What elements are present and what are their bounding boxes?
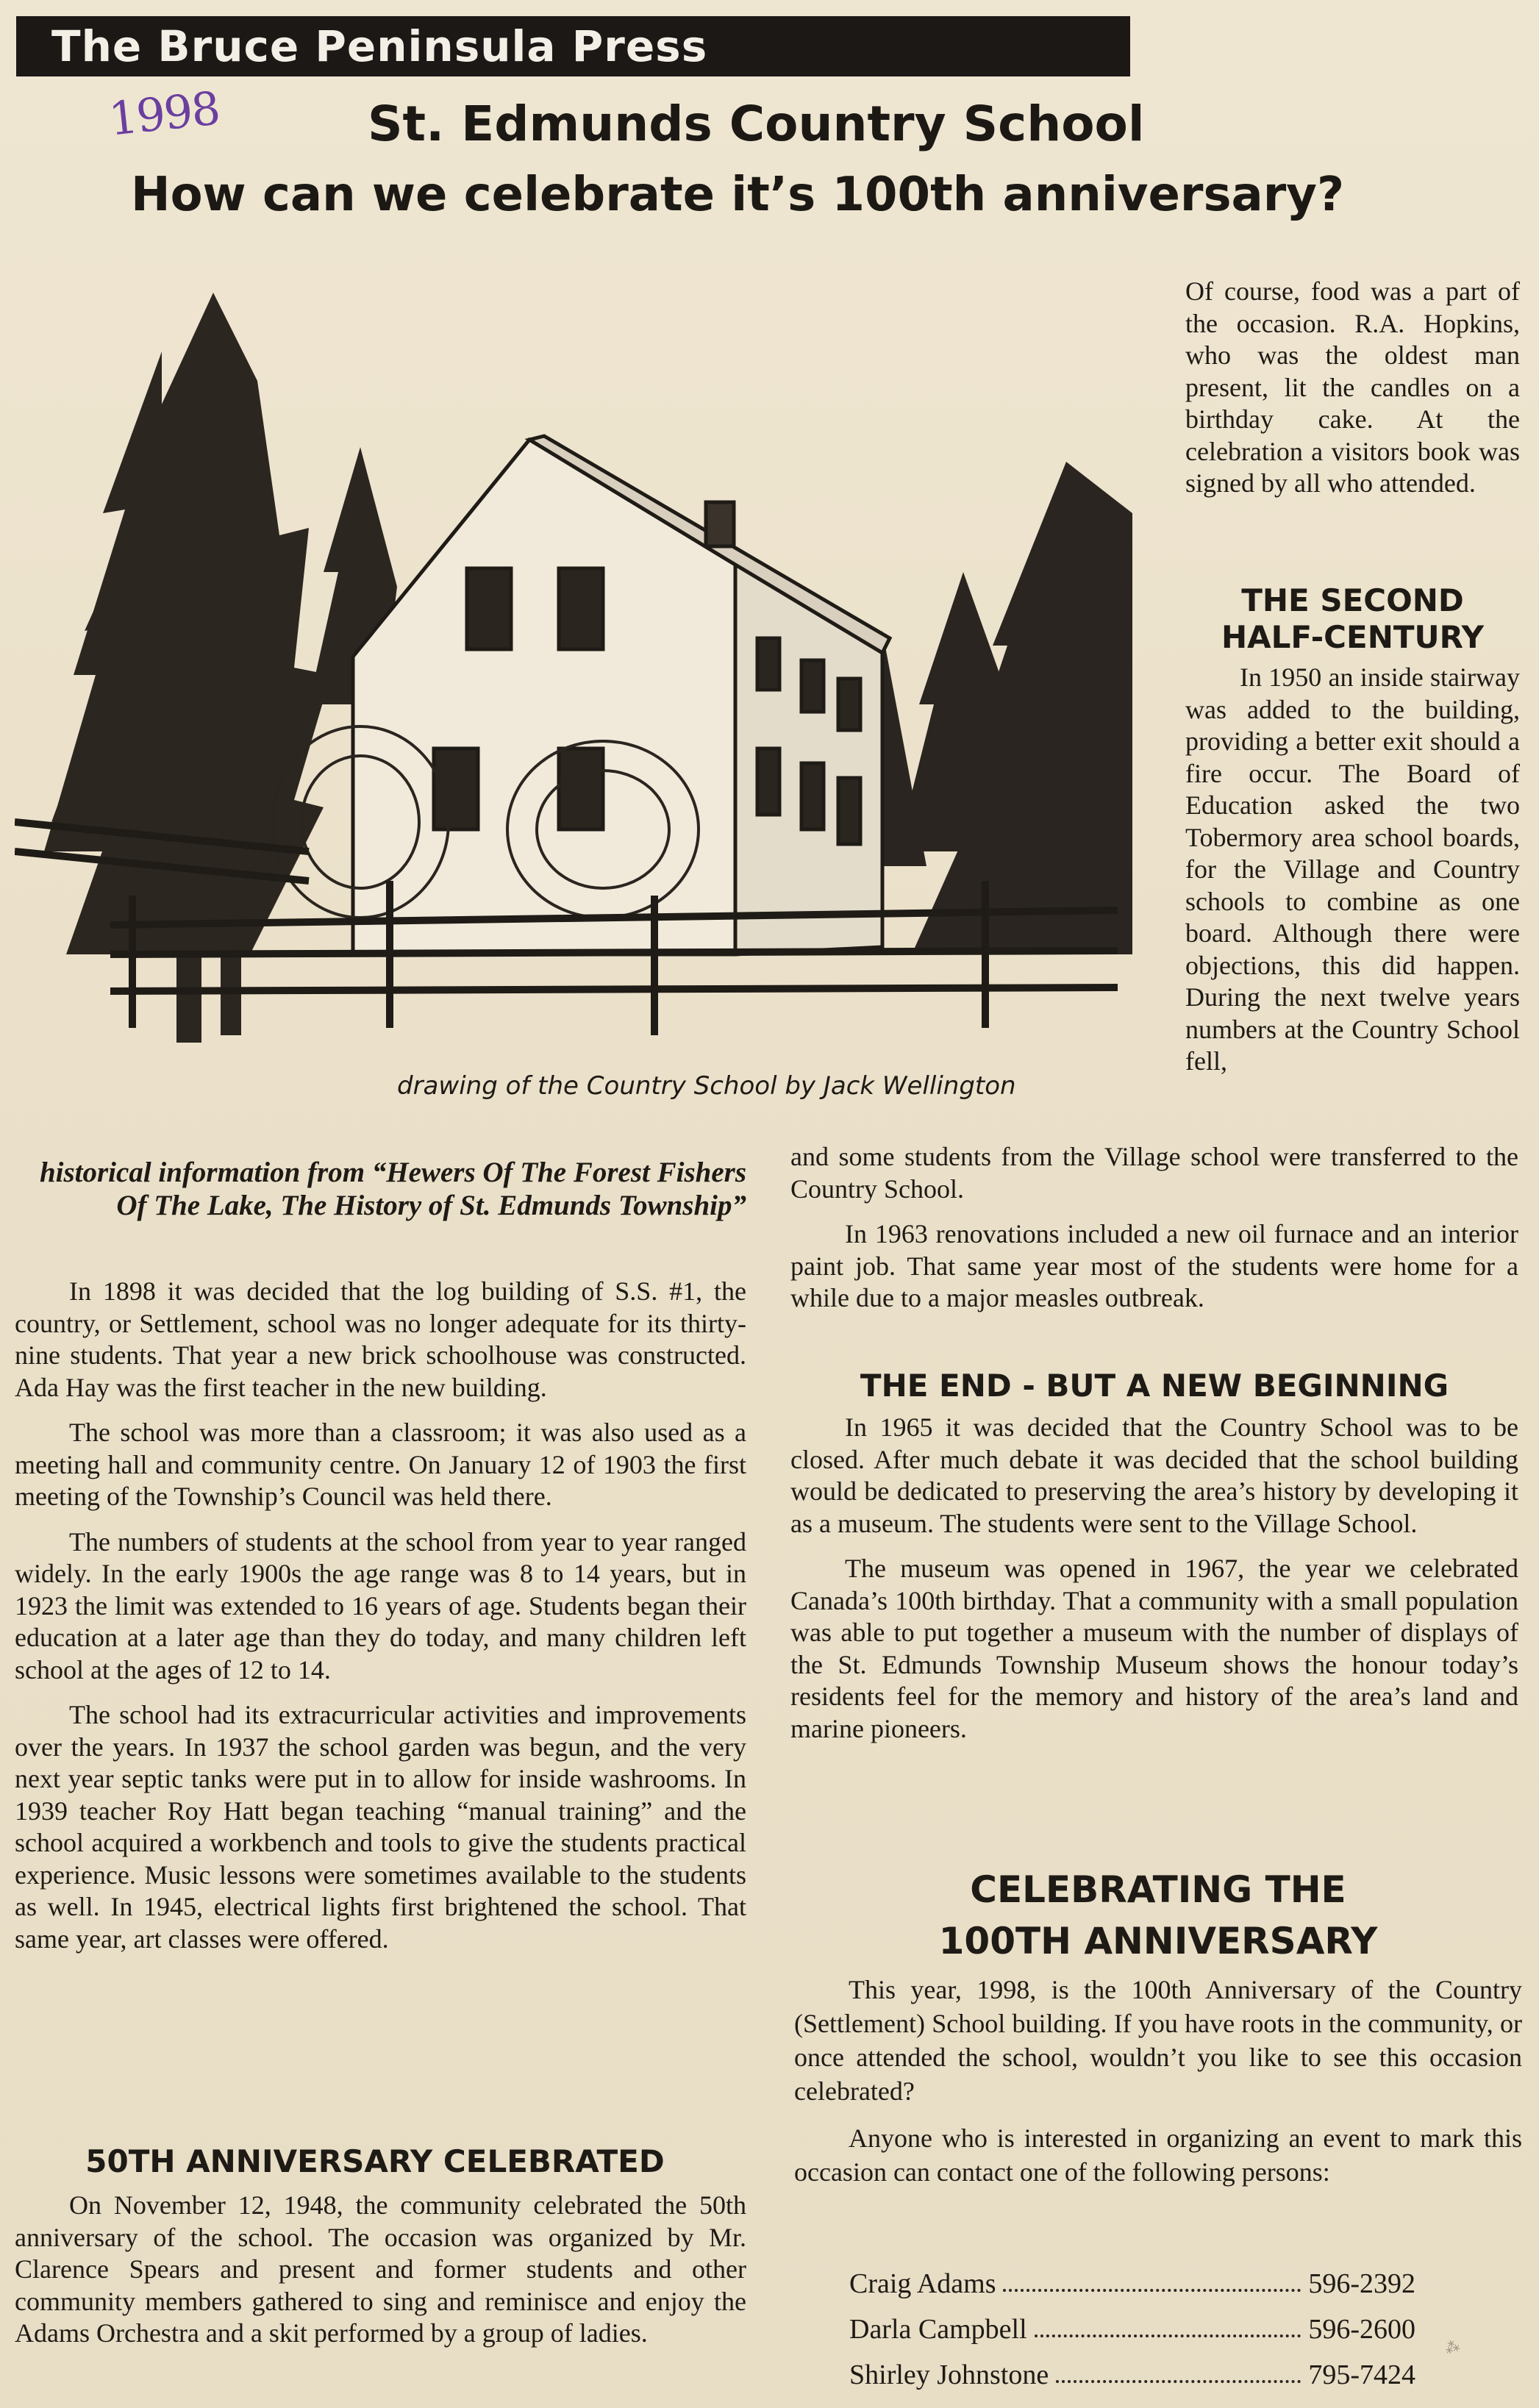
heading-second-half-century [1185, 582, 1520, 656]
museum-paragraph: The museum was opened in 1967, the year we celebrated Canada’s 100th birthday. That a community with a small population was able to put together a museum with the number of displays of the St. Edmunds Township Museum shows the honour today’s residents feel for the memory and history of the area’s land and marine pioneers. [790, 1554, 1518, 1743]
renovations-paragraph: In 1963 renovations included a new oil furnace and an interior paint job. That same year most of the students were home for a while due to a major measles outbreak. [790, 1219, 1518, 1312]
headline-subtitle: How can we celebrate it’s 100th anniversary? [131, 168, 1345, 222]
masthead: The Bruce Peninsula Press [16, 16, 1130, 76]
source-citation [15, 1156, 746, 1222]
contact-name: Darla Campbell [849, 2314, 1027, 2345]
students-paragraph: The numbers of students at the school from year to year ranged widely. In the early 1900s the age range was 8 to 14 years, but in 1923 the limit was extended to 16 years of age. Students began their education at a later age than they do today, and many children left school at the ages of 12 to 14. [15, 1526, 746, 1684]
contact-phone: 596-2392 [1308, 2268, 1415, 2299]
contact-list [849, 2261, 1415, 2398]
heading-second-line1: THE SECOND [1241, 582, 1464, 618]
left-column-text [15, 1276, 746, 1955]
second-half-paragraph: In 1950 an inside stairway was added to the building, providing a better exit should a fire occur. The Board of Education asked the two Tobermory area school boards, for the Village and Country schools to combine as one board. Although there were objections, this did happen. During the next twelve years numbers at the Country School fell, [1185, 662, 1520, 1076]
history-paragraph: In 1898 it was decided that the log building of S.S. #1, the country, or Settlement, school was no longer adequate for its thirty-nine students. That year a new brick schoolhouse was constructed. Ada Hay was the first teacher in the new building. [15, 1276, 746, 1402]
contact-name: Craig Adams [849, 2268, 996, 2299]
community-paragraph: The school was more than a classroom; it was also used as a meeting hall and community centre. On January 12 of 1903 the first meeting of the Township’s Council was held there. [15, 1418, 746, 1511]
heading-end: THE END - BUT A NEW BEGINNING [860, 1368, 1449, 1404]
fiftieth-paragraph: On November 12, 1948, the community celebrated the 50th anniversary of the school. The occasion was organized by Mr. Clarence Spears and present and former students and other community members gathered to sing and reminisce and enjoy the Adams Orchestra and a skit performed by a group of ladies. [15, 2190, 746, 2348]
right-top-text [1185, 276, 1520, 500]
celebrating-text [794, 1973, 1522, 2189]
activities-paragraph: The school had its extracurricular activities and improvements over the years. In 1937 the school garden was begun, and the very next year septic tanks were put in to allow for inside washrooms. In 1939 teacher Roy Hatt began teaching “manual training” and the school acquired a workbench and tools to give the students practical experience. Music lessons were sometimes available to the students as well. In 1945, electrical lights first brightened the school. That same year, art classes were offered. [15, 1700, 746, 1954]
food-paragraph: Of course, food was a part of the occasion. R.A. Hopkins, who was the oldest man present, lit the candles on a birthday cake. At the celebration a visitors book was signed by all who attended. [1185, 276, 1520, 498]
contact-phone: 795-7424 [1308, 2359, 1415, 2390]
contact-row [849, 2352, 1415, 2398]
closing-paragraph: In 1965 it was decided that the Country School was to be closed. After much debate it was decided that the school building would be dedicated to preserving the area’s history by developing it as a museum. The students were sent to the Village School. [790, 1412, 1518, 1538]
trees-left [44, 293, 397, 1043]
leader-dots [1035, 2321, 1301, 2337]
headline-title: St. Edmunds Country School [368, 96, 1145, 152]
heading-50th: 50TH ANNIVERSARY CELEBRATED [85, 2143, 665, 2179]
drawing-caption: drawing of the Country School by Jack Wellington [397, 1071, 1016, 1101]
contact-paragraph: Anyone who is interested in organizing an event to mark this occasion can contact one of the following persons: [794, 2123, 1522, 2187]
contact-row [849, 2307, 1415, 2352]
corner-stamp: ⁂ [1442, 2336, 1463, 2358]
end-text [790, 1412, 1518, 1745]
heading-celebrating-line2: 100TH ANNIVERSARY [938, 1920, 1378, 1962]
leader-dots [1003, 2276, 1301, 2292]
contact-phone: 596-2600 [1308, 2314, 1415, 2345]
heading-second-line2: HALF-CENTURY [1221, 619, 1485, 655]
contact-name: Shirley Johnstone [849, 2359, 1049, 2390]
heading-celebrating [790, 1864, 1526, 1967]
fiftieth-text [15, 2190, 746, 2350]
heading-celebrating-line1: CELEBRATING THE [970, 1868, 1346, 1911]
right-column-text [790, 1141, 1518, 1315]
schoolhouse-drawing [15, 293, 1143, 1068]
anniversary-paragraph: This year, 1998, is the 100th Anniversary of the Country (Settlement) School building. If you have roots in the community, or once attended the school, wouldn’t you like to see this occasion celebrated? [794, 1975, 1522, 2106]
second-half-text [1185, 662, 1520, 1078]
handwritten-year: 1998 [106, 81, 222, 146]
transfer-paragraph: and some students from the Village school were transferred to the Country School. [790, 1142, 1518, 1204]
leader-dots [1056, 2367, 1301, 2383]
citation-text: historical information from “Hewers Of The Forest Fishers Of The Lake, The History of St. Edmunds Township” [39, 1157, 746, 1221]
contact-row [849, 2261, 1415, 2307]
